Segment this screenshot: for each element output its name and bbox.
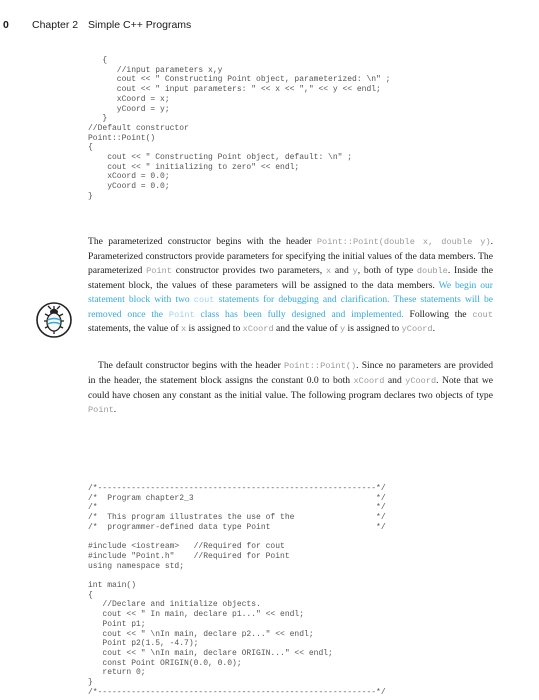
debug-bug-icon bbox=[35, 301, 73, 339]
chapter-title: Simple C++ Programs bbox=[88, 19, 192, 31]
code-listing-constructors: { //input parameters x,y cout << " Constructing Point object, parameterized: \n" ; cout << " input parameters: " << x << "," << y << endl; xCoord = x; yCoord = y; } //Default constructor Point::Point() { cout << " Constructing Point object, default: \n" ; cout << " initializing to zero" << endl; xCoord = 0.0; yCoord = 0.0; } bbox=[88, 56, 391, 201]
code-listing-program-chapter2-3: /*----------------------------------------------------------*/ /* Program chapter2_3 */ /* */ /* This program illustrates the use of the */ /* programmer-defined data type Point */ #include <iostream> //Required for cout #include "Point.h" //Required for Point using namespace std; int main() { //Declare and initialize objects. cout << " In main, declare p1..." << endl; Point p1; cout << " \nIn main, declare p2..." << endl; Point p2(1.5, -4.7); cout << " \nIn main, declare ORIGIN..." << endl; const Point ORIGIN(0.0, 0.0); return 0; } /*----------------------------------------------------------*/ bbox=[88, 484, 386, 697]
paragraph-parameterized-constructor: The parameterized constructor begins with the header Point::Point(double x, double y). Parameterized constructors provide parameters for specifying the initial values of the data members. The parameterized Point constructor provides two parameters, x and y, both of type double. Inside the statement block, the values of these parameters will be assigned to the data members. We begin our statement block with two cout statements for debugging and clarification. These statements will be removed once the Point class has been fully designed and implemented. Following the cout statements, the value of x is assigned to xCoord and the value of y is assigned to yCoord. bbox=[88, 236, 494, 335]
debugging-note: We begin our statement block with two cout statements for debugging and clarification. These statements will be removed once the Point class has been fully designed and implemented. bbox=[88, 279, 494, 320]
chapter-label: Chapter 2 bbox=[32, 19, 79, 31]
paragraph-default-constructor: The default constructor begins with the header Point::Point(). Since no parameters are provided in the header, the statement block assigns the constant 0.0 to both xCoord and yCoord. Note that we could have chosen any constant as the initial value. The following program declares two objects of type Point. bbox=[88, 360, 494, 415]
page-number: 0 bbox=[3, 19, 9, 31]
